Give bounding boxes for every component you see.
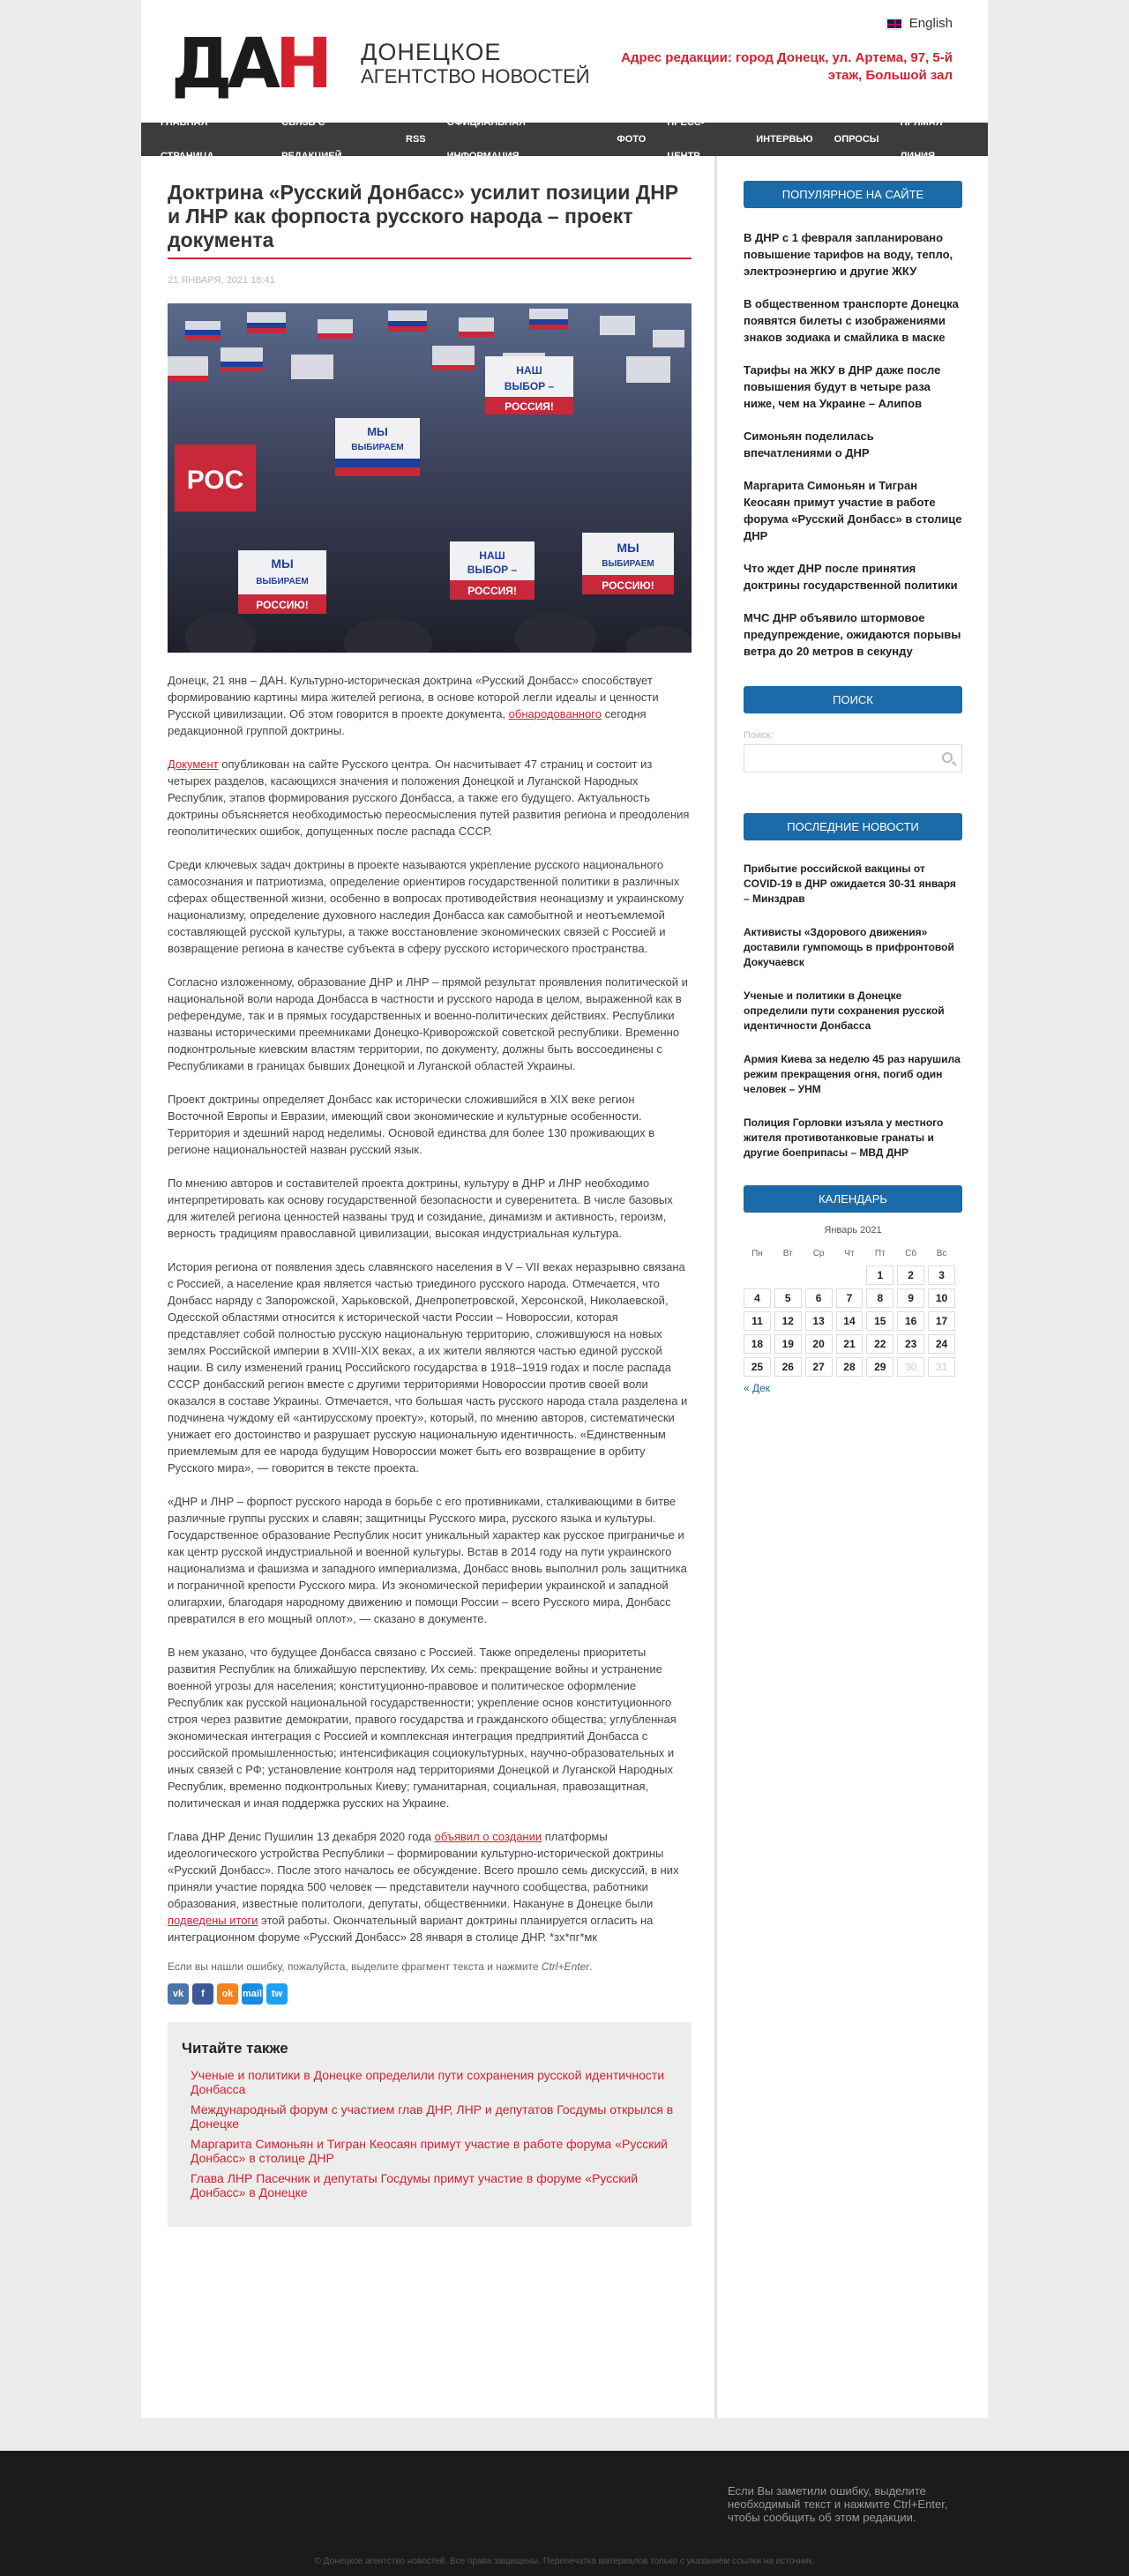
uk-flag-icon (886, 19, 902, 29)
calendar-day[interactable]: 17 (928, 1311, 955, 1331)
article-title: Доктрина «Русский Донбасс» усилит позиции ДНР и ЛНР как форпоста русского народа – проект документа (168, 181, 692, 259)
paragraph-4: Согласно изложенному, образование ДНР и ЛНР – прямой результат проявления политической и национальной воли народа Донбасса в частности и русского народа в целом, выраженной как в референдуме, так и в прямых государственных и военно-политических действиях. Республики названы историческими преемниками Донецко-Криворожской советской республики. Временно подконтрольные киевским властям территории, по документу, должны быть воссоединены с Республиками в границах бывших Донецкой и Луганской областей Украины. (168, 975, 688, 1072)
editorial-address: Адрес редакции: город Донецк, ул. Артема, 97, 5-й этаж, Большой зал (621, 50, 953, 83)
calendar-day[interactable]: 7 (836, 1288, 864, 1308)
published-link[interactable]: обнародованного (508, 707, 602, 721)
copyright: © Донецкое агентство новостей. Все права защищены. Перепечатка материалов только с указанием ссылки на источник. (314, 2557, 815, 2566)
search-input[interactable] (744, 744, 962, 773)
column-divider (714, 156, 717, 2418)
language-switch[interactable] (886, 16, 953, 31)
related-link[interactable]: Маргарита Симоньян и Тигран Кеосаян примут участие в работе форума «Русский Донбасс» в столице ДНР (191, 2137, 668, 2165)
search-heading: ПОИСК (744, 686, 962, 713)
svg-text:РОССИЮ!: РОССИЮ! (256, 599, 309, 611)
nav-item[interactable]: ФОТО (617, 134, 647, 145)
calendar-day[interactable]: 24 (928, 1334, 955, 1354)
svg-text:МЫ: МЫ (617, 541, 639, 555)
latest-item[interactable]: Полиция Горловки изъяла у местного жителя противотанковые гранаты и другие боеприпасы – МВД ДНР (744, 1116, 944, 1159)
document-link[interactable]: Документ (168, 758, 219, 771)
svg-text:ВЫБИРАЕМ: ВЫБИРАЕМ (602, 559, 654, 569)
latest-heading: ПОСЛЕДНИЕ НОВОСТИ (744, 813, 962, 840)
calendar-day[interactable]: 12 (774, 1311, 802, 1331)
calendar-day[interactable]: 2 (897, 1266, 924, 1285)
latest-item[interactable]: Прибытие российской вакцины от COVID-19 в ДНР ожидается 30-31 января – Минздрав (744, 862, 956, 905)
article-date: 21 ЯНВАРЯ, 2021 18:41 (168, 275, 275, 286)
calendar-weekday: Ср (812, 1248, 825, 1258)
share-buttons (168, 1983, 692, 2005)
calendar-day[interactable]: 10 (928, 1288, 955, 1308)
calendar-weekday: Вс (936, 1248, 947, 1258)
article-body (168, 672, 692, 1945)
photo-sign-partial: РОС (186, 466, 244, 495)
calendar-day[interactable]: 13 (805, 1311, 833, 1331)
mail-share-icon[interactable]: mail (242, 1983, 263, 2005)
calendar-prev-link[interactable]: « Дек (744, 1382, 771, 1394)
calendar-day[interactable]: 9 (897, 1288, 924, 1308)
calendar-day[interactable]: 21 (836, 1334, 864, 1354)
nav-item[interactable]: СВЯЗЬ С РЕДАКЦИЕЙ (281, 117, 342, 161)
latest-item[interactable]: Активисты «Здорового движения» доставили гумпомощь в прифронтовой Докучаевск (744, 926, 954, 968)
calendar-day[interactable]: 8 (866, 1288, 893, 1308)
svg-text:РОССИЯ!: РОССИЯ! (505, 400, 554, 413)
calendar-day: 31 (928, 1357, 955, 1377)
logo-mark: ДАН (171, 25, 328, 104)
search-label: Поиск: (744, 730, 774, 741)
nav-item[interactable]: ГЛАВНАЯ СТРАНИЦА (161, 117, 214, 161)
paragraph-2: Документ опубликован на сайте Русского центра. Он насчитывает 47 страниц и состоит из четырех разделов, касающихся значения и положения Донецкой и Луганской Народных Республик, этапов формирования русского Донбасса, а также его будущего. Актуальность доктрины объясняется необходимостью переосмысления путей развития региона и преодоления геополитических ошибок, допущенных после распада СССР. (168, 758, 690, 838)
svg-text:ВЫБИРАЕМ: ВЫБИРАЕМ (256, 577, 309, 586)
latest-list (744, 862, 962, 1161)
sidebar (744, 181, 962, 1394)
svg-text:МЫ: МЫ (271, 556, 294, 571)
calendar (740, 1241, 959, 1380)
calendar-weekday: Чт (844, 1248, 855, 1258)
nav-item[interactable]: ПРЯМАЯ ЛИНИЯ (900, 117, 943, 161)
facebook-share-icon[interactable]: f (192, 1983, 213, 2005)
calendar-day[interactable]: 6 (805, 1288, 833, 1308)
calendar-day[interactable]: 22 (866, 1334, 893, 1354)
svg-text:РОССИЯ!: РОССИЯ! (467, 585, 517, 597)
nav-item[interactable]: ОФИЦИАЛЬНАЯ ИНФОРМАЦИЯ (446, 117, 526, 161)
svg-text:НАШ: НАШ (479, 549, 505, 562)
calendar-day[interactable]: 25 (744, 1357, 771, 1377)
related-link[interactable]: Международный форум с участием глав ДНР, ЛНР и депутатов Госдумы открылся в Донецке (191, 2102, 674, 2131)
calendar-day[interactable]: 3 (928, 1266, 955, 1285)
svg-text:ВЫБОР –: ВЫБОР – (504, 380, 555, 392)
calendar-day (805, 1266, 833, 1285)
article-photo (168, 303, 692, 653)
related-title: Читайте также (182, 2040, 288, 2057)
calendar-day[interactable]: 29 (866, 1357, 893, 1377)
svg-text:ВЫБИРАЕМ: ВЫБИРАЕМ (351, 443, 404, 452)
calendar-weekday: Пн (751, 1248, 763, 1258)
calendar-day (836, 1266, 864, 1285)
footer-error-hint: Если Вы заметили ошибку, выделите необходимый текст и нажмите Ctrl+Enter, чтобы сообщить об этом редакции. (728, 2484, 948, 2524)
nav-item[interactable]: ИНТЕРВЬЮ (756, 134, 813, 145)
popular-heading: ПОПУЛЯРНОЕ НА САЙТЕ (744, 181, 962, 208)
calendar-month: Январь 2021 (824, 1225, 882, 1236)
popular-item[interactable]: Тарифы на ЖКУ в ДНР даже после повышения будут в четыре раза ниже, чем на Украине – Алипов (744, 363, 941, 410)
svg-text:ВЫБОР –: ВЫБОР – (467, 564, 518, 576)
calendar-day[interactable]: 19 (774, 1334, 802, 1354)
rally-photo (168, 303, 692, 653)
related-link[interactable]: Глава ЛНР Пасечник и депутаты Госдумы примут участие в форуме «Русский Донбасс» в Донецке (191, 2171, 639, 2199)
calendar-weekday: Вт (782, 1248, 793, 1258)
footer (0, 2451, 1129, 2576)
calendar-weekday: Пт (874, 1248, 886, 1258)
popular-item[interactable]: В ДНР с 1 февраля запланировано повышение тарифов на воду, тепло, электроэнергию и другие ЖКУ (744, 231, 953, 278)
page-container (141, 0, 988, 2418)
main-nav (141, 117, 988, 161)
paragraph-5: Проект доктрины определяет Донбасс как исторически сложившийся в XIX веке регион Восточной Европы и Евразии, имеющий свои экономические и культурные особенности. Территория и здешний народ неделимы. Основой единства для более 130 проживающих в регионе национальностей назван русский язык. (168, 1093, 655, 1156)
nav-item[interactable]: ПРЕСС-ЦЕНТР (667, 117, 705, 161)
popular-item[interactable]: В общественном транспорте Донецка появятся билеты с изображениями знаков зодиака и смайлика в маске (744, 297, 959, 344)
logo-text (361, 40, 590, 89)
vk-share-icon[interactable]: vk (168, 1983, 189, 2005)
related-link[interactable]: Ученые и политики в Донецке определили пути сохранения русской идентичности Донбасса (191, 2068, 665, 2096)
popular-item[interactable]: Симоньян поделилась впечатлениями о ДНР (744, 429, 874, 459)
paragraph-3: Среди ключевых задач доктрины в проекте называются укрепление русского национального самосознания и патриотизма, определение ориентиров государственной политики в различных сферах общественной жизни, особенно в вопросах противодействия неонацизму и украинскому национализму, определение духовного наследия Донбасса как самобытной и неотъемлемой составляющей русской культуры, а также восстановление экономических связей с Россией и возвращение региона в качестве субъекта в сферу русского исторического пространства. (168, 858, 684, 955)
calendar-day (774, 1266, 802, 1285)
calendar-day (744, 1266, 771, 1285)
calendar-weekday: Сб (905, 1248, 917, 1258)
calendar-day[interactable]: 27 (805, 1357, 833, 1377)
calendar-day[interactable]: 15 (866, 1311, 893, 1331)
twitter-share-icon[interactable]: tw (266, 1983, 288, 2005)
odnoklassniki-share-icon[interactable]: ok (217, 1983, 238, 2005)
paragraph-1: Донецк, 21 янв – ДАН. Культурно-историческая доктрина «Русский Донбасс» способствует формированию картины мира жителей региона, в основе которой легли идеалы и ценности Русской цивилизации. Об этом говорится в проекте документа, обнародованного сегодня редакционной группой доктрины. (168, 674, 659, 737)
popular-item[interactable]: Что ждет ДНР после принятия доктрины государственной политики (744, 562, 958, 592)
site-logo[interactable] (171, 25, 590, 104)
svg-text:РОССИЮ!: РОССИЮ! (602, 579, 654, 592)
paragraph-9: В нем указано, что будущее Донбасса связано с Россией. Также определены приоритеты развития Республик на ближайшую перспективу. Их семь: прекращение войны и устранение военной угрозы для населения; конституционно-правовое и политическое оформление Республик как русской национальной государственности; укрепление основ конституционного строя через развитие демократии, правого государства и гражданского общества; углубленная экономическая интеграция с Россией и комплексная интеграция предприятий Донбасса с российской промышленностью; интенсификация социокультурных, научно-образовательных и иных связей с РФ; установление контроля над территориями Донецкой и Луганской Народных Республик, временно подконтрольных Киеву; гуманитарная, социальная, правозащитная, политическая и иная поддержка русских на Украине. (168, 1646, 677, 1810)
calendar-day[interactable]: 16 (897, 1311, 924, 1331)
related-block (168, 2022, 692, 2227)
announcement-link[interactable]: объявил о создании (434, 1830, 542, 1843)
calendar-day: 30 (897, 1357, 924, 1377)
results-link[interactable]: подведены итоги (168, 1914, 258, 1927)
paragraph-6: По мнению авторов и составителей проекта доктрины, культуру в ДНР и ЛНР необходимо интерпретировать как основу государственной безопасности и суверенитета. В числе базовых для жителей региона ценностей названы труд и созидание, динамизм и активность, героизм, верность традициям православной цивилизации, высокая индустриальная культура. (168, 1176, 673, 1240)
calendar-day[interactable]: 14 (836, 1311, 864, 1331)
calendar-heading: КАЛЕНДАРЬ (744, 1185, 962, 1213)
calendar-day[interactable]: 4 (744, 1288, 771, 1308)
calendar-day[interactable]: 11 (744, 1311, 771, 1331)
calendar-day[interactable]: 28 (836, 1357, 864, 1377)
header (141, 0, 988, 123)
logo-line-2: АГЕНТСТВО НОВОСТЕЙ (361, 65, 590, 87)
popular-item[interactable]: МЧС ДНР объявило штормовое предупреждение, ожидаются порывы ветра до 20 метров в секунду (744, 611, 961, 658)
language-label: English (908, 16, 953, 31)
logo-line-1: ДОНЕЦКОЕ (361, 39, 502, 65)
nav-item[interactable]: RSS (406, 134, 426, 145)
paragraph-8: «ДНР и ЛНР – форпост русского народа в борьбе с его противниками, сталкивающими в битве различные группы русских и славян; защитницы Русского мира, русского языка и культуры. Государственное образование Республик носит уникальный характер как русское приграничье и как центр русской индустриальной и военной культуры. Встав в 2014 году на пути украинского национализма и фашизма и западного империализма, Донбасс вновь выполнил роль защитника и пограничной крепости Русского мира. Из экономической периферии украинской и западной олигархии, благодаря народному движению и помощи России – всего Русского мира, Донбасс превратился в его мощный оплот», — сказано в документе. (168, 1495, 687, 1625)
paragraph-7: История региона от появления здесь славянского населения в V – VII веках неразрывно связана с Россией, а население края является частью триединого русского народа. Отмечается, что Донбасс наряду с Запорожской, Харьковской, Днепропетровской, Херсонской, Николаевской, Одесской областями относится к исторической части России – Новороссии, которая представляет собой полностью русскую национальную территорию, сложившуюся на новых землях Российской империи в XVIII-XIX веках, а их жители являются частью единой русской нации. В силу изменений границ Российского государства в 1918–1919 годах и после распада СССР донбасский регион вместе с другими территориями Новороссии против своей воли оказался в составе Украины. Отмечается, что большая часть русского народа стала разделена и подчинена чуждому ей «антирусскому проекту», который, по мнению авторов, систематически унижает его достоинство и разрушает русскую национальную идентичность. «Единственным приемлемым для ее народа будущим Новороссии может быть его возвращение в орбиту Русского мира», — говорится в тексте проекта. (168, 1260, 688, 1475)
paragraph-10: Глава ДНР Денис Пушилин 13 декабря 2020 года объявил о создании платформы идеологического устройства Республики – формировании культурно-исторической доктрины «Русский Донбасс». После этого началось ее обсуждение. Всего прошло семь дискуссий, в них приняли участие порядка 500 человек — представители научного сообщества, работники образования, известные политологи, депутаты, общественники. Накануне в Донецке были подведены итоги этой работы. Окончательный вариант доктрины планируется огласить на интеграционном форуме «Русский Донбасс» 28 января в столице ДНР. *зх*пг*мк (168, 1830, 679, 1944)
search-icon[interactable] (942, 752, 953, 763)
svg-text:МЫ: МЫ (367, 425, 388, 438)
article (168, 181, 692, 2227)
popular-item[interactable]: Маргарита Симоньян и Тигран Кеосаян примут участие в работе форума «Русский Донбасс» в столице ДНР (744, 479, 962, 542)
popular-list (744, 229, 962, 660)
calendar-day[interactable]: 23 (897, 1334, 924, 1354)
calendar-day[interactable]: 5 (774, 1288, 802, 1308)
calendar-day[interactable]: 26 (774, 1357, 802, 1377)
calendar-day[interactable]: 20 (805, 1334, 833, 1354)
calendar-day[interactable]: 18 (744, 1334, 771, 1354)
nav-item[interactable]: ОПРОСЫ (834, 134, 879, 145)
latest-item[interactable]: Ученые и политики в Донецке определили пути сохранения русской идентичности Донбасса (744, 989, 945, 1032)
latest-item[interactable]: Армия Киева за неделю 45 раз нарушила режим прекращения огня, погиб один человек – УНМ (744, 1053, 961, 1095)
calendar-day[interactable]: 1 (866, 1266, 893, 1285)
error-note: Если вы нашли ошибку, пожалуйста, выделите фрагмент текста и нажмите Ctrl+Enter. (168, 1960, 593, 1973)
svg-text:НАШ: НАШ (516, 364, 542, 377)
